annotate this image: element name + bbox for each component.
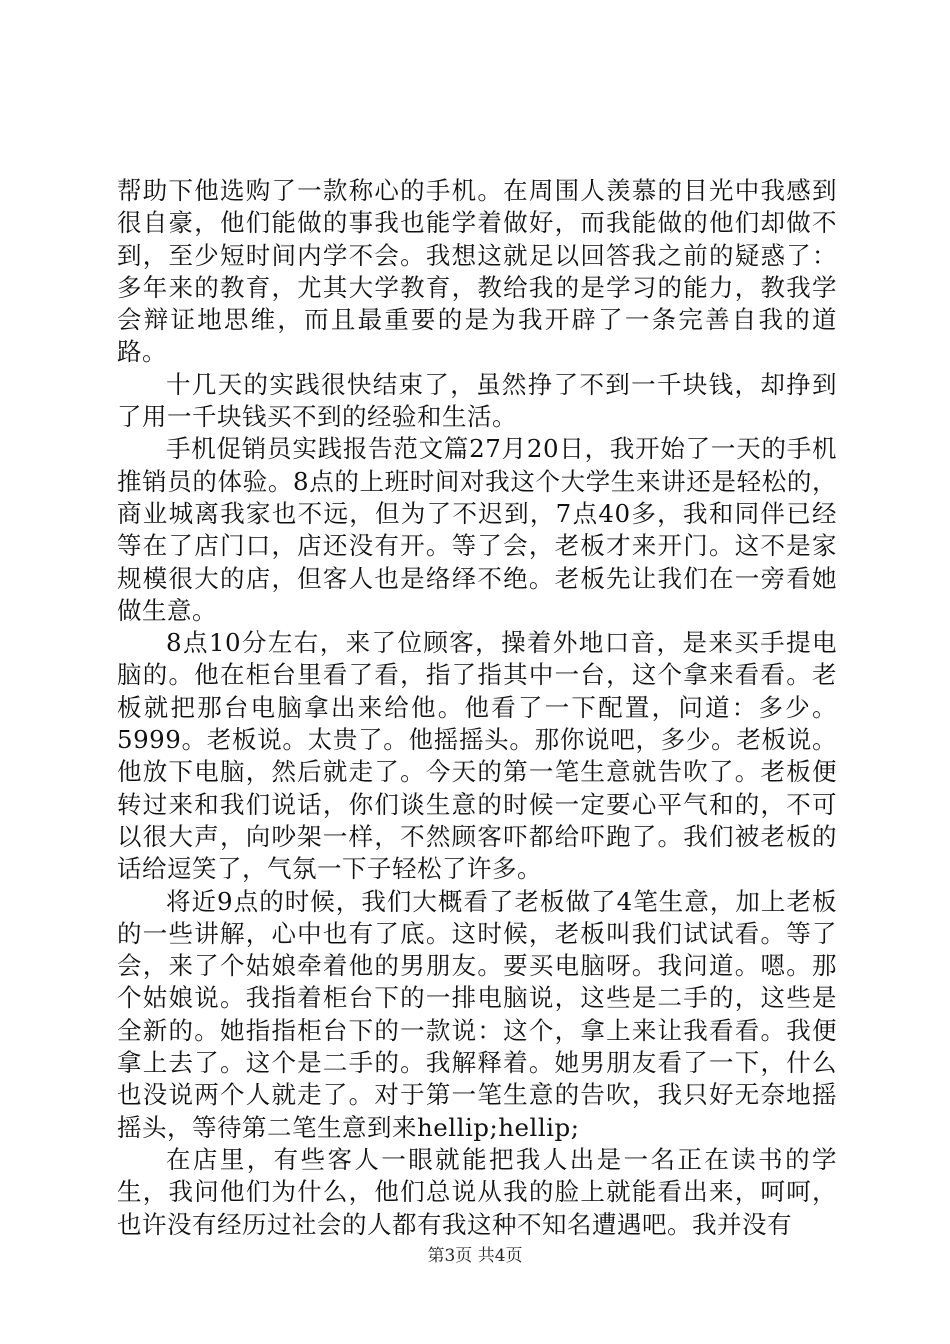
page-footer: 第3页 共4页 bbox=[427, 1246, 523, 1266]
paragraph-2: 十几天的实践很快结束了，虽然挣了不到一千块钱，却挣到了用一千块钱买不到的经验和生活。 bbox=[117, 369, 837, 432]
paragraph-3: 手机促销员实践报告范文篇27月20日，我开始了一天的手机推销员的体验。8点的上班时间对我这个大学生来讲还是轻松的，商业城离我家也不远，但为了不迟到，7点40多，我和同伴已经等在了店门口，店还没有开。等了会，老板才来开门。这不是家规模很大的店，但客人也是络绎不绝。老板先让我们在一旁看她做生意。 bbox=[117, 434, 837, 625]
paragraph-4: 8点10分左右，来了位顾客，操着外地口音，是来买手提电脑的。他在柜台里看了看，指了指其中一台，这个拿来看看。老板就把那台电脑拿出来给他。他看了一下配置，问道：多少。5999。老板说。太贵了。他摇摇头。那你说吧，多少。老板说。他放下电脑，然后就走了。今天的第一笔生意就告吹了。老板便转过来和我们说话，你们谈生意的时候一定要心平气和的，不可以很大声，向吵架一样，不然顾客吓都给吓跑了。我们被老板的话给逗笑了，气氛一下子轻松了许多。 bbox=[117, 628, 837, 884]
paragraph-1: 帮助下他选购了一款称心的手机。在周围人羡慕的目光中我感到很自豪，他们能做的事我也能学着做好，而我能做的他们却做不到，至少短时间内学不会。我想这就足以回答我之前的疑惑了：多年来的教育，尤其大学教育，教给我的是学习的能力，教我学会辩证地思维，而且最重要的是为我开辟了一条完善自我的道路。 bbox=[117, 176, 837, 367]
paragraph-6: 在店里，有些客人一眼就能把我人出是一名正在读书的学生，我问他们为什么，他们总说从我的脸上就能看出来，呵呵，也许没有经历过社会的人都有我这种不知名遭遇吧。我并没有 bbox=[117, 1144, 837, 1239]
paragraph-5: 将近9点的时候，我们大概看了老板做了4笔生意，加上老板的一些讲解，心中也有了底。这时候，老板叫我们试试看。等了会，来了个姑娘牵着他的男朋友。要买电脑呀。我问道。嗯。那个姑娘说。我指着柜台下的一排电脑说，这些是二手的，这些是全新的。她指指柜台下的一款说：这个，拿上来让我看看。我便拿上去了。这个是二手的。我解释着。她男朋友看了一下，什么也没说两个人就走了。对于第一笔生意的告吹，我只好无奈地摇摇头，等待第二笔生意到来hellip;hellip; bbox=[117, 886, 837, 1142]
document-body bbox=[117, 175, 837, 1241]
